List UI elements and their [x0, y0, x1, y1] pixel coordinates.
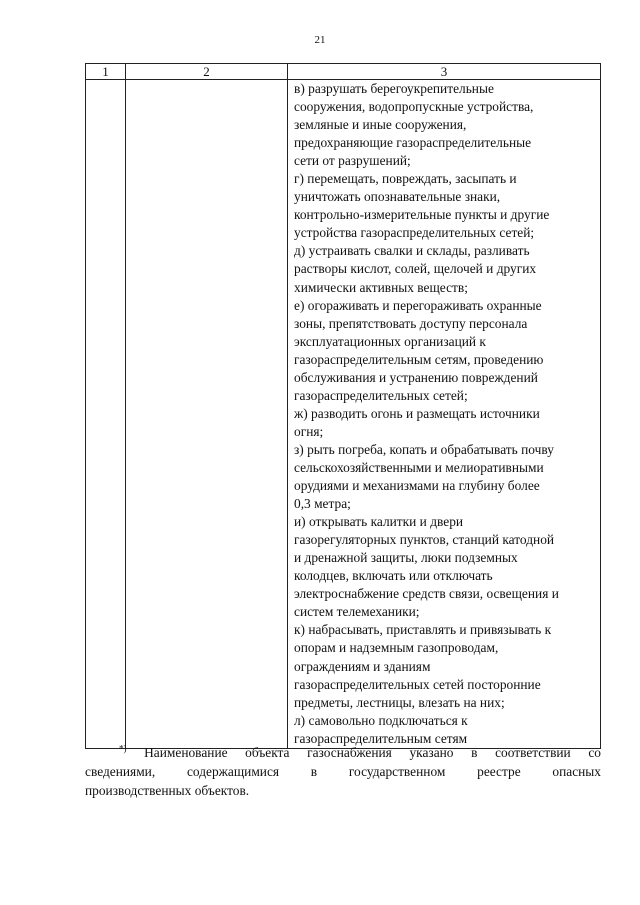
list-line: обслуживания и устранению повреждений: [294, 369, 538, 385]
page-number: 21: [314, 34, 326, 46]
table-row: [86, 80, 601, 749]
table-header-row: [86, 64, 601, 80]
column-header-2: 2: [126, 64, 288, 80]
list-line: зоны, препятствовать доступу персонала: [294, 315, 528, 331]
footnote: [85, 743, 601, 800]
list-line: уничтожать опознавательные знаки,: [294, 189, 501, 205]
list-line: систем телемеханики;: [294, 604, 420, 620]
list-line: эксплуатационных организаций к: [294, 333, 486, 349]
column-header-3: 3: [288, 64, 601, 80]
list-line: е) огораживать и перегораживать охранные: [294, 297, 542, 313]
list-line: ограждениям и зданиям: [294, 658, 431, 674]
footnote-line-1: [85, 743, 601, 762]
list-line: д) устраивать свалки и склады, разливать: [294, 243, 530, 259]
list-line: сооружения, водопропускные устройства,: [294, 99, 534, 115]
list-line: контрольно-измерительные пункты и другие: [294, 207, 550, 223]
list-line: опорам и надземным газопроводам,: [294, 640, 499, 656]
footnote-line-3: производственных объектов.: [85, 783, 250, 798]
column-1-cell: [86, 80, 126, 749]
list-line: огня;: [294, 423, 324, 439]
list-line: сети от разрушений;: [294, 153, 411, 169]
list-line: сельскохозяйственными и мелиоративными: [294, 459, 544, 475]
list-line: колодцев, включать или отключать: [294, 568, 493, 584]
list-line: л) самовольно подключаться к: [294, 712, 468, 728]
column-2-cell: [126, 80, 288, 749]
prohibitions-list: [294, 80, 596, 748]
footnote-text-1: Наименование объекта газоснабжения указано в соответствии со: [144, 745, 601, 760]
list-line: земляные и иные сооружения,: [294, 117, 467, 133]
list-line: предохраняющие газораспределительные: [294, 135, 532, 151]
list-line: электроснабжение средств связи, освещения и: [294, 586, 559, 602]
list-line: растворы кислот, солей, щелочей и других: [294, 261, 537, 277]
list-line: газораспределительным сетям: [294, 730, 468, 746]
column-header-1: 1: [86, 64, 126, 80]
list-line: и) открывать калитки и двери: [294, 514, 464, 530]
requirements-table: [85, 63, 601, 749]
list-line: и дренажной защиты, люки подземных: [294, 550, 518, 566]
footnote-marker: *): [119, 743, 127, 754]
list-line: г) перемещать, повреждать, засыпать и: [294, 171, 517, 187]
list-line: химически активных веществ;: [294, 279, 468, 295]
list-line: 0,3 метра;: [294, 496, 351, 512]
list-line: орудиями и механизмами на глубину более: [294, 478, 540, 494]
list-line: предметы, лестницы, влезать на них;: [294, 694, 505, 710]
list-line: з) рыть погреба, копать и обрабатывать почву: [294, 441, 554, 457]
list-line: газораспределительных сетей;: [294, 387, 468, 403]
list-line: к) набрасывать, приставлять и привязывать к: [294, 622, 552, 638]
footnote-line-2: сведениями, содержащимися в государственном реестре опасных: [85, 764, 601, 779]
list-line: в) разрушать берегоукрепительные: [294, 81, 494, 96]
column-3-cell: [288, 80, 601, 749]
list-line: ж) разводить огонь и размещать источники: [294, 405, 540, 421]
list-line: газорегуляторных пунктов, станций катодной: [294, 532, 555, 548]
list-line: газораспределительным сетям, проведению: [294, 351, 544, 367]
list-line: устройства газораспределительных сетей;: [294, 225, 535, 241]
list-line: газораспределительных сетей посторонние: [294, 676, 541, 692]
